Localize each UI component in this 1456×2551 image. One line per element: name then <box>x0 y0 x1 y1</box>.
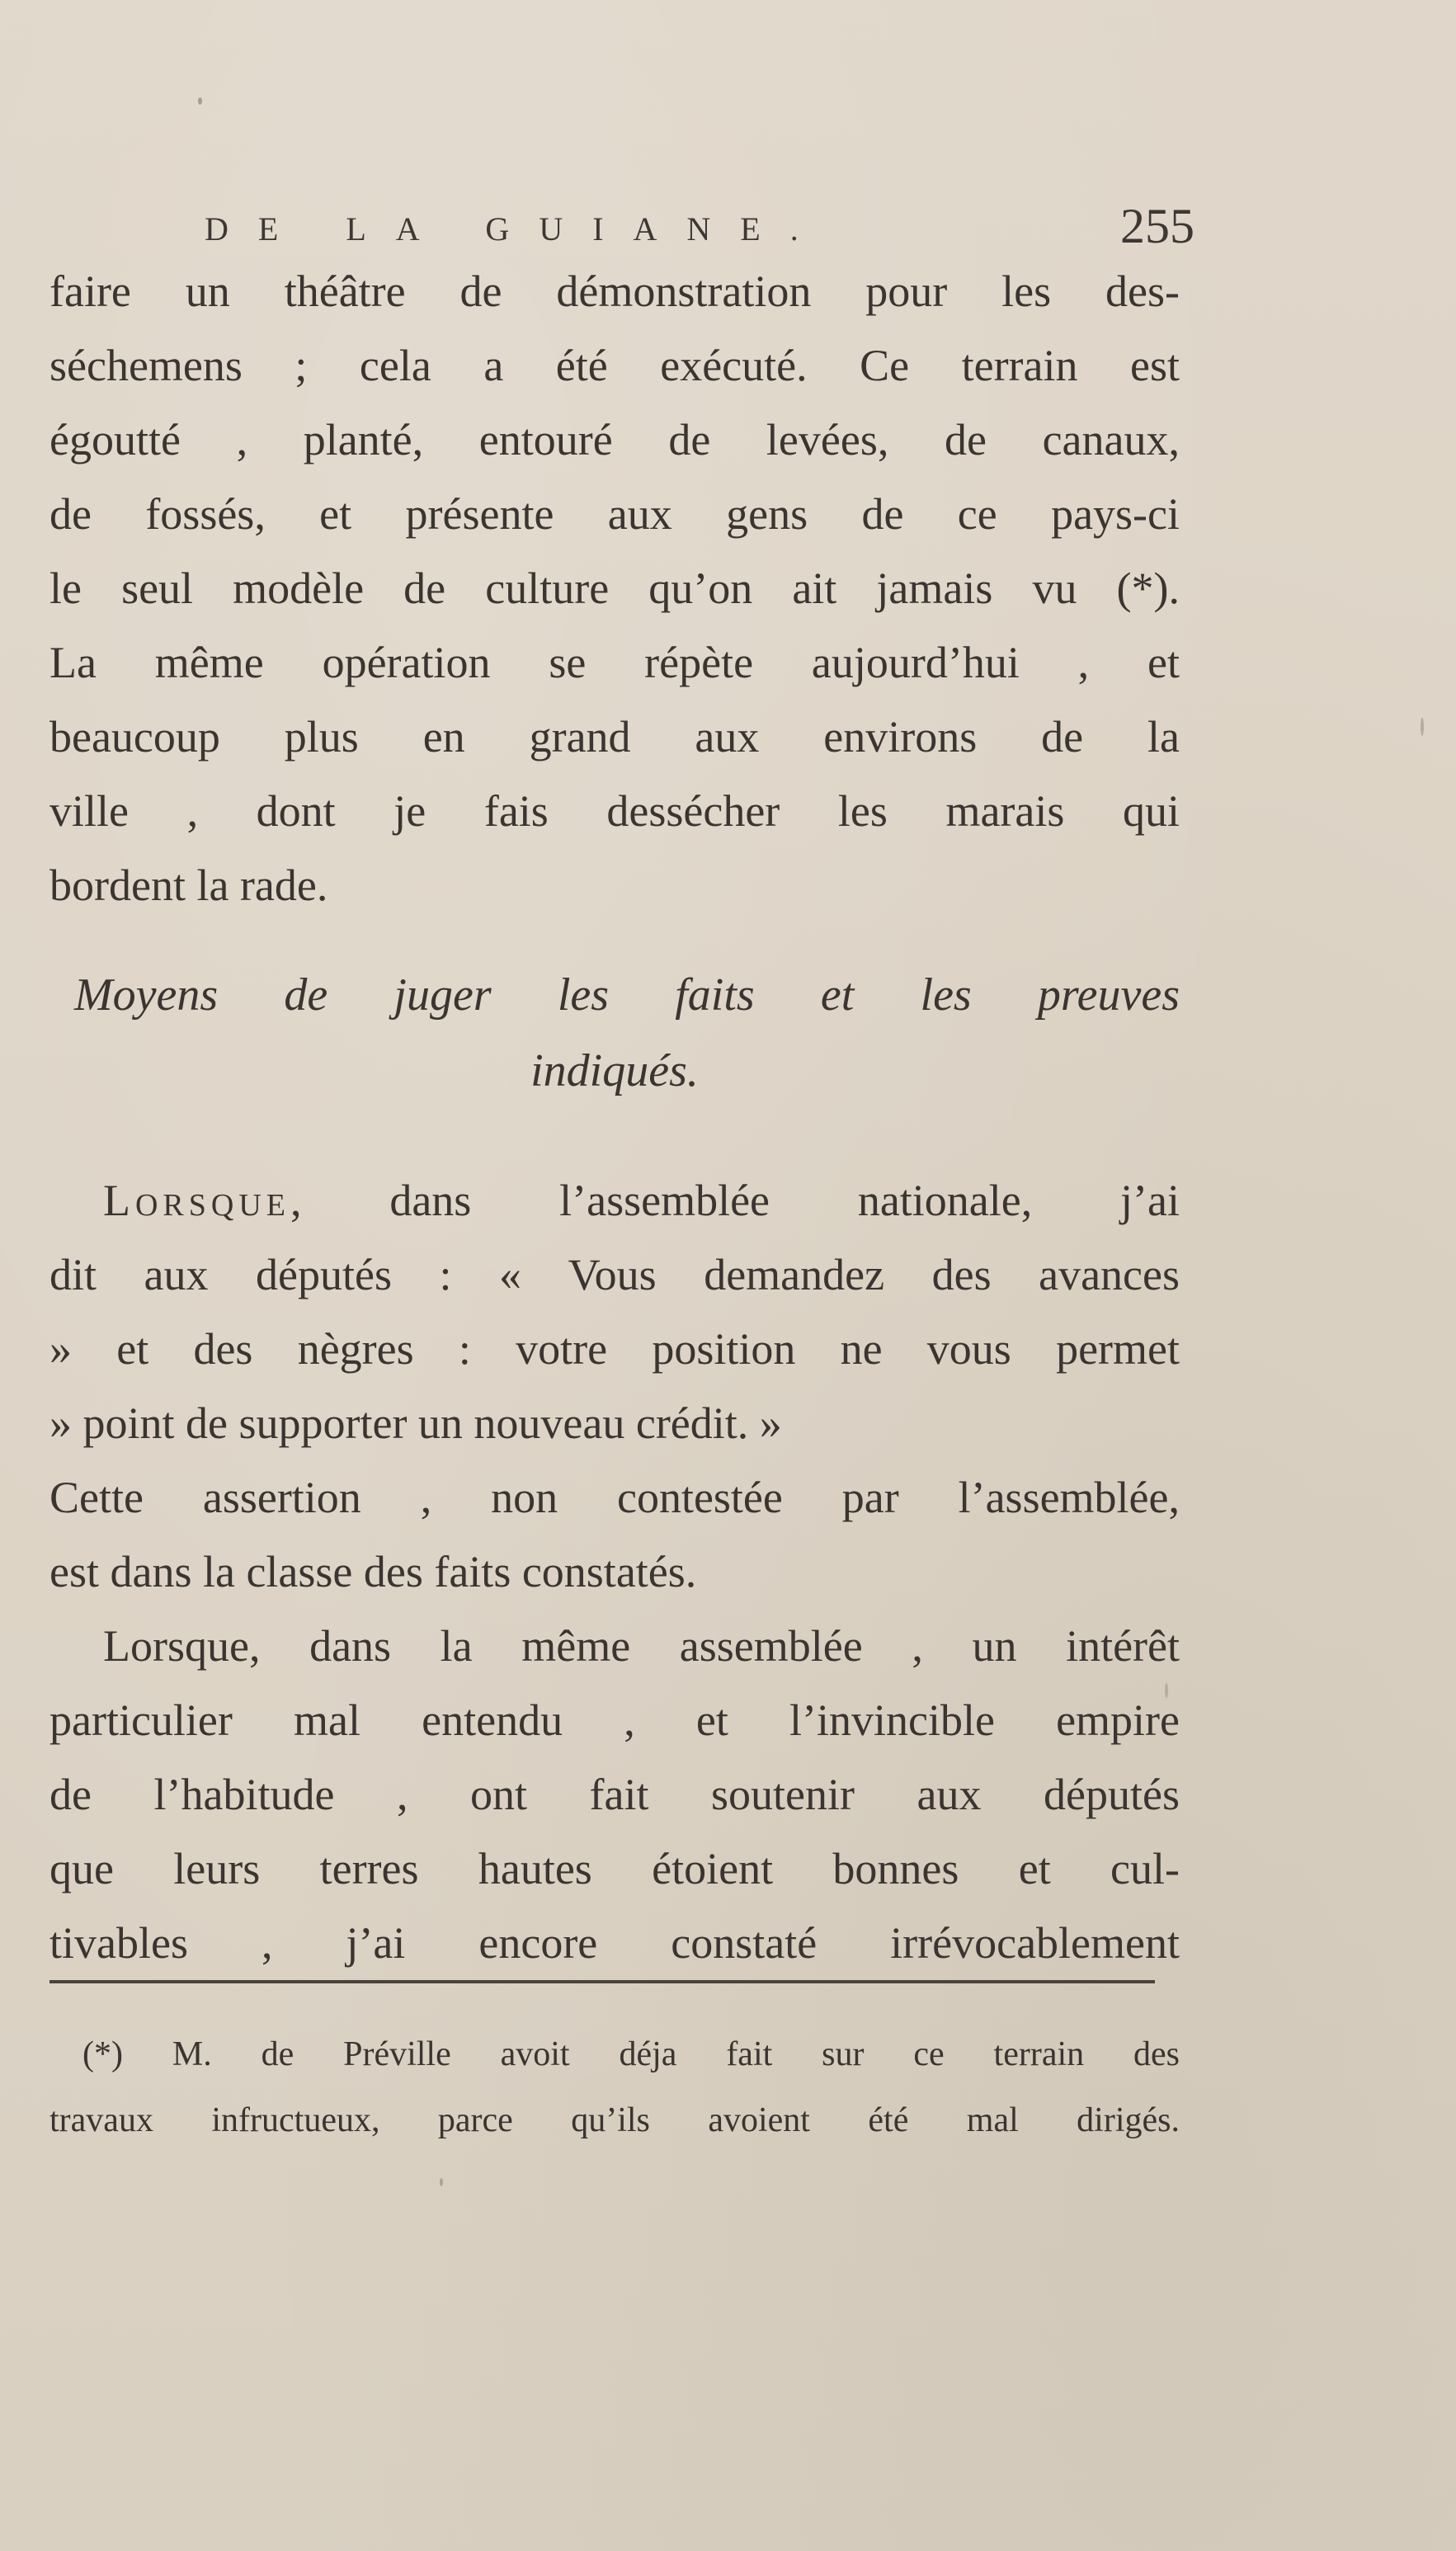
text-span: , dans l’assemblée nationale, j’ai <box>290 1176 1180 1225</box>
text-line: bordent la rade. <box>49 861 328 910</box>
text-line <box>49 1163 1180 1238</box>
drop-word: Lorsque <box>103 1176 291 1225</box>
text-line: le seul modèle de culture qu’on ait jamais vu (*). <box>49 563 1180 613</box>
text-line: » point de supporter un nouveau crédit. » <box>49 1398 782 1448</box>
text-line: tivables , j’ai encore constaté irrévocablement <box>49 1918 1180 1968</box>
paper-speck <box>1421 718 1424 736</box>
footnote-line: (*) M. de Préville avoit déja fait sur ce terrain des <box>82 2035 1180 2073</box>
text-line: que leurs terres hautes étoient bonnes et cul- <box>49 1844 1180 1893</box>
text-line: est dans la classe des faits constatés. <box>49 1547 697 1596</box>
running-title: DE LA GUIANE. <box>205 210 828 248</box>
paragraph-2 <box>49 1163 1180 1980</box>
text-line: La même opération se répète aujourd’hui , et <box>49 638 1180 687</box>
paper-speck <box>1165 1683 1168 1698</box>
text-line: Lorsque, dans la même assemblée , un intérêt <box>103 1621 1180 1671</box>
text-line: ville , dont je fais dessécher les marais qui <box>49 786 1180 836</box>
footnote-rule <box>49 1980 1155 1983</box>
text-line: particulier mal entendu , et l’invincible empire <box>49 1695 1180 1745</box>
text-line: Cette assertion , non contestée par l’assemblée, <box>49 1473 1180 1522</box>
section-heading <box>49 957 1180 1109</box>
text-line: faire un théâtre de démonstration pour les des- <box>49 266 1180 316</box>
section-heading-line: Moyens de juger les faits et les preuves <box>74 969 1180 1021</box>
text-line: dit aux députés : « Vous demandez des avances <box>49 1250 1180 1299</box>
footnote-line: travaux infructueux, parce qu’ils avoient été mal dirigés. <box>49 2101 1180 2139</box>
paper-speck <box>440 2178 443 2186</box>
text-line: » et des nègres : votre position ne vous permet <box>49 1324 1180 1374</box>
page-number: 255 <box>1120 199 1194 253</box>
section-heading-line: indiqués. <box>530 1045 699 1096</box>
text-line: de fossés, et présente aux gens de ce pays-ci <box>49 489 1180 539</box>
text-line: égoutté , planté, entouré de levées, de canaux, <box>49 415 1180 464</box>
footnote <box>49 2021 1180 2153</box>
text-line: beaucoup plus en grand aux environs de la <box>49 712 1180 762</box>
paragraph-1 <box>49 254 1180 922</box>
text-line: de l’habitude , ont fait soutenir aux députés <box>49 1770 1180 1819</box>
paper-speck <box>198 97 202 105</box>
text-line: séchemens ; cela a été exécuté. Ce terrain est <box>49 341 1180 390</box>
